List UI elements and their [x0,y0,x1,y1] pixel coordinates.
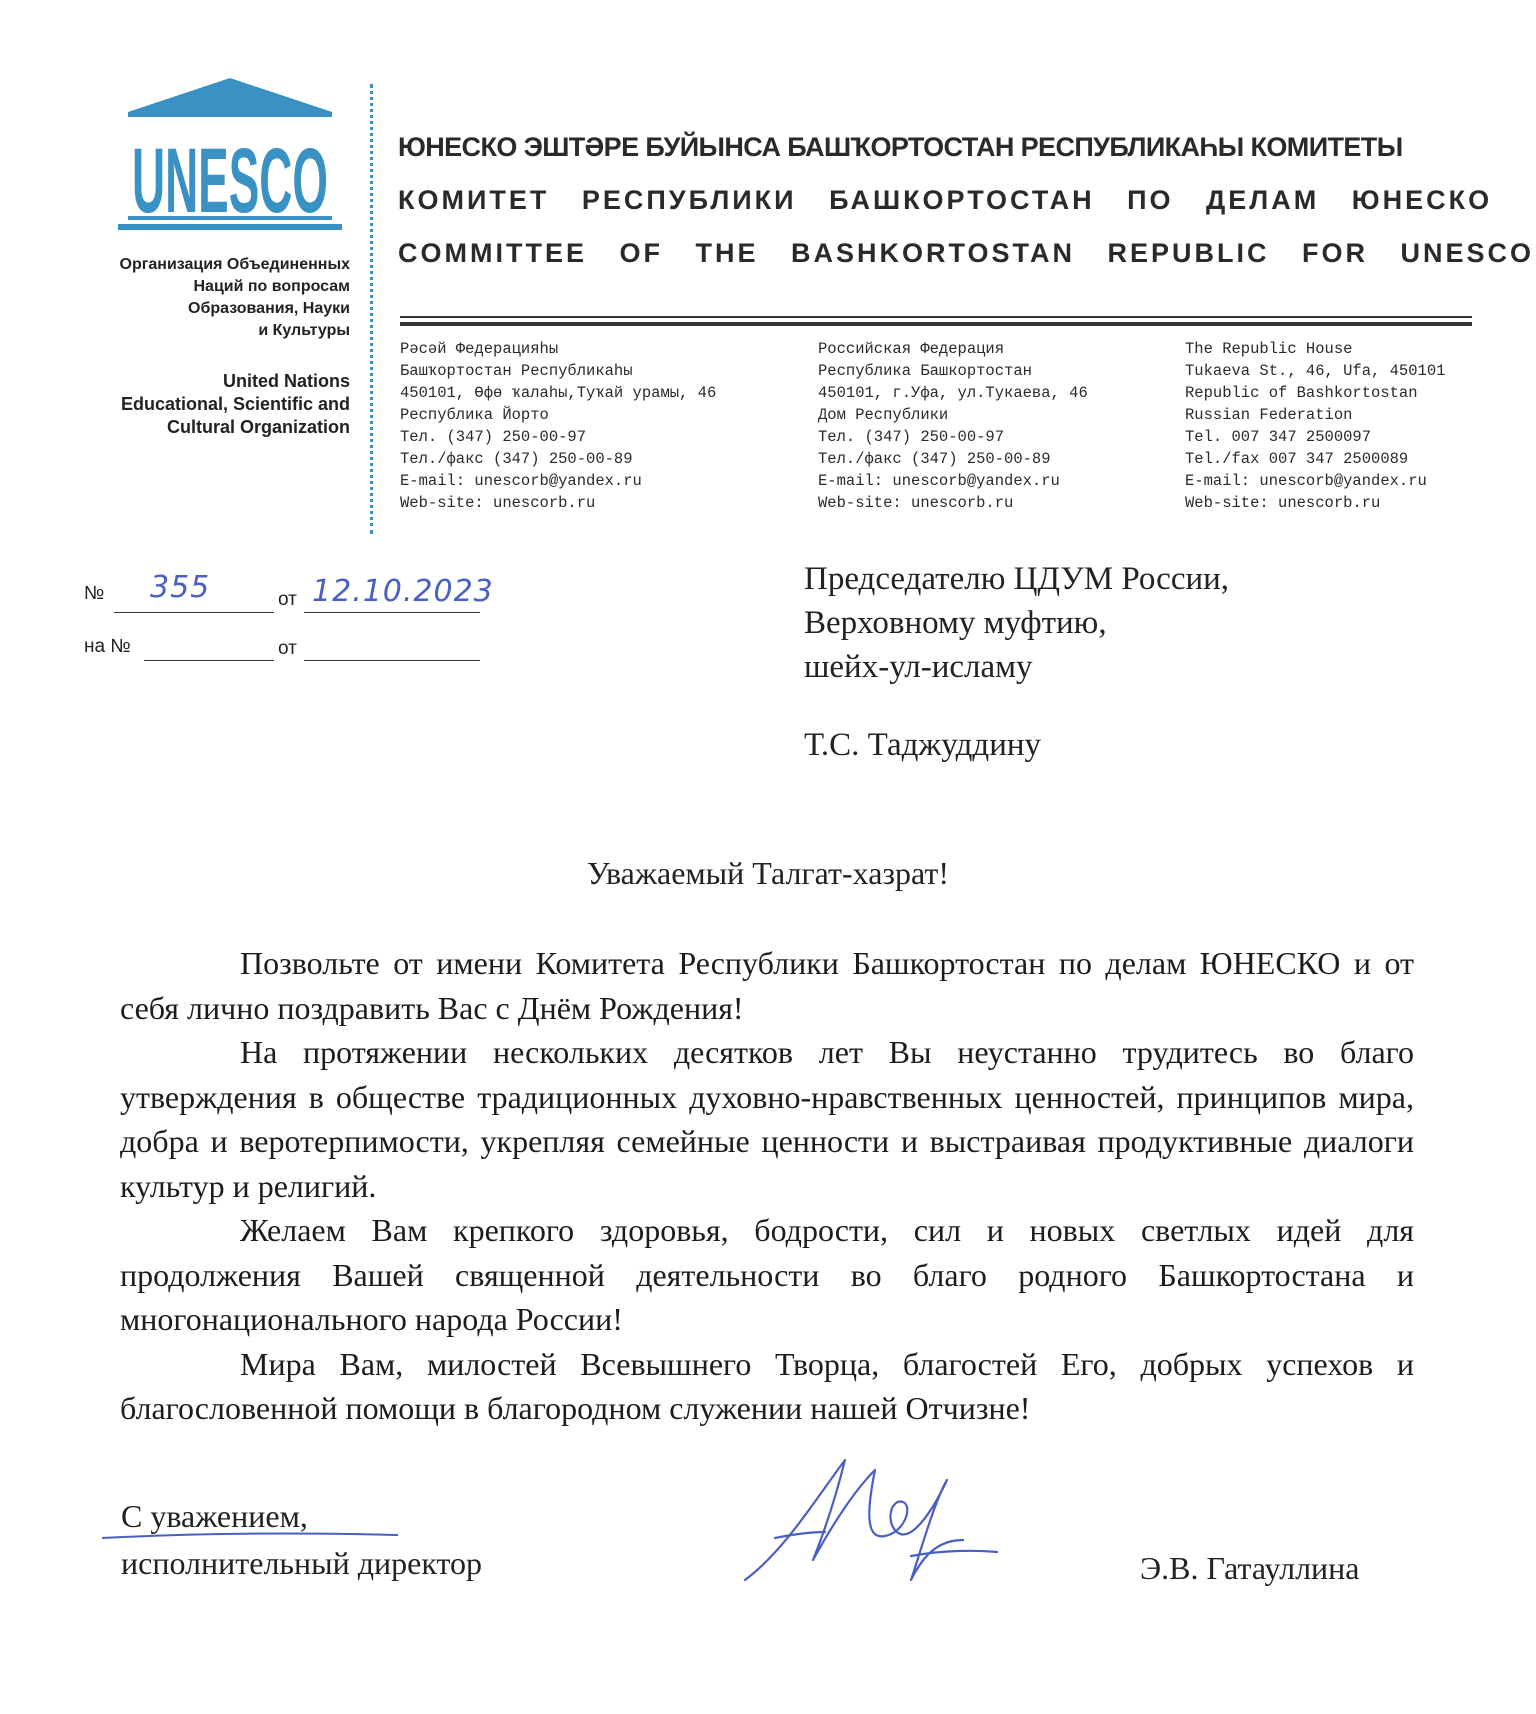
committee-name-en: COMMITTEE OF THE BASHKORTOSTAN REPUBLIC FOR UNESCO [398,238,1535,268]
committee-name-ru: КОМИТЕТ РЕСПУБЛИКИ БАШКОРТОСТАН ПО ДЕЛАМ ЮНЕСКО [398,185,1493,215]
org-name-ru: Организация Объединенных Наций по вопросам Образования, Науки и Культуры [119,256,350,339]
org-name-en: United Nations Educational, Scientific and Cultural Organization [120,371,350,437]
committee-name-ba: ЮНЕСКО ЭШТӘРЕ БУЙЫНСА БАШҠОРТОСТАН РЕСПУБЛИКАҺЫ КОМИТЕТЫ [398,132,1403,162]
unesco-logo [100,76,360,236]
addressee-line1: Председателю ЦДУМ России, [804,561,1230,597]
reg-from-line [304,612,480,613]
reg-no-label: № [84,583,105,604]
logo-text: UNESCO [132,130,328,232]
reg-ref-line [144,660,274,661]
reg-from-value: 12.10.2023 [312,574,494,609]
body-paragraph: Желаем Вам крепкого здоровья, бодрости, сил и новых светлых идей для продолжения Вашей священной деятельности во благо родного Башкортостана и многонационального народа России! [120,1212,1414,1337]
header-divider [370,84,373,534]
address-ba: Рәсәй Федерацияһы Башҡортостан Республикаһы 450101, Өфө ҡалаһы,Туҡай урамы, 46 Республика Йорто Тел. (347) 250-00-97 Тел./факс (347) 250-00-89 E-mail: unescorb@yandex.ru Web-site: unescorb.ru [400,340,717,512]
reg-ref-from-label: от [278,638,297,659]
address-en: The Republic House Tukaeva St., 46, Ufa, 450101 Republic of Bashkortostan Russian Federation Tel. 007 347 2500097 Tel./fax 007 347 2500089 E-mail: unescorb@yandex.ru Web-site: unescorb.ru [1185,340,1446,512]
reg-ref-label: на № [84,636,131,657]
closing-regards: С уважением, [121,1498,308,1534]
reg-no-line [114,612,274,613]
reg-no-value: 355 [150,570,211,605]
header-rule [400,322,1472,326]
body-paragraph: На протяжении нескольких десятков лет Вы неустанно трудитесь во благо утверждения в обществе традиционных духовно-нравственных ценностей, принципов мира, добра и веротерпимости, укрепляя семейные ценности и выстраивая продуктивные диалоги культур и религий. [120,1034,1414,1204]
reg-from-label: от [278,589,297,610]
header-rule [400,316,1472,318]
addressee-line2: Верховному муфтию, [804,605,1107,641]
handwritten-signature [735,1440,1005,1610]
greeting: Уважаемый Талгат-хазрат! [586,855,950,891]
signer-position: исполнительный директор [121,1545,483,1581]
body-paragraph: Мира Вам, милостей Всевышнего Творца, благостей Его, добрых успехов и благословенной помощи в благородном служении нашей Отчизне! [120,1345,1414,1426]
ink-underline [100,1530,400,1544]
body-paragraph: Позвольте от имени Комитета Республики Башкортостан по делам ЮНЕСКО и от себя лично поздравить Вас с Днём Рождения! [120,945,1414,1026]
address-ru: Российская Федерация Республика Башкортостан 450101, г.Уфа, ул.Тукаева, 46 Дом Республики Тел. (347) 250-00-97 Тел./факс (347) 250-00-89 E-mail: unescorb@yandex.ru Web-site: unescorb.ru [818,340,1088,512]
reg-ref-from-line [304,660,480,661]
signer-name: Э.В. Гатауллина [1140,1550,1360,1586]
addressee-line3: шейх-ул-исламу [804,649,1033,685]
addressee-name: Т.С. Таджуддину [804,727,1042,763]
letter-body [120,941,1414,1431]
